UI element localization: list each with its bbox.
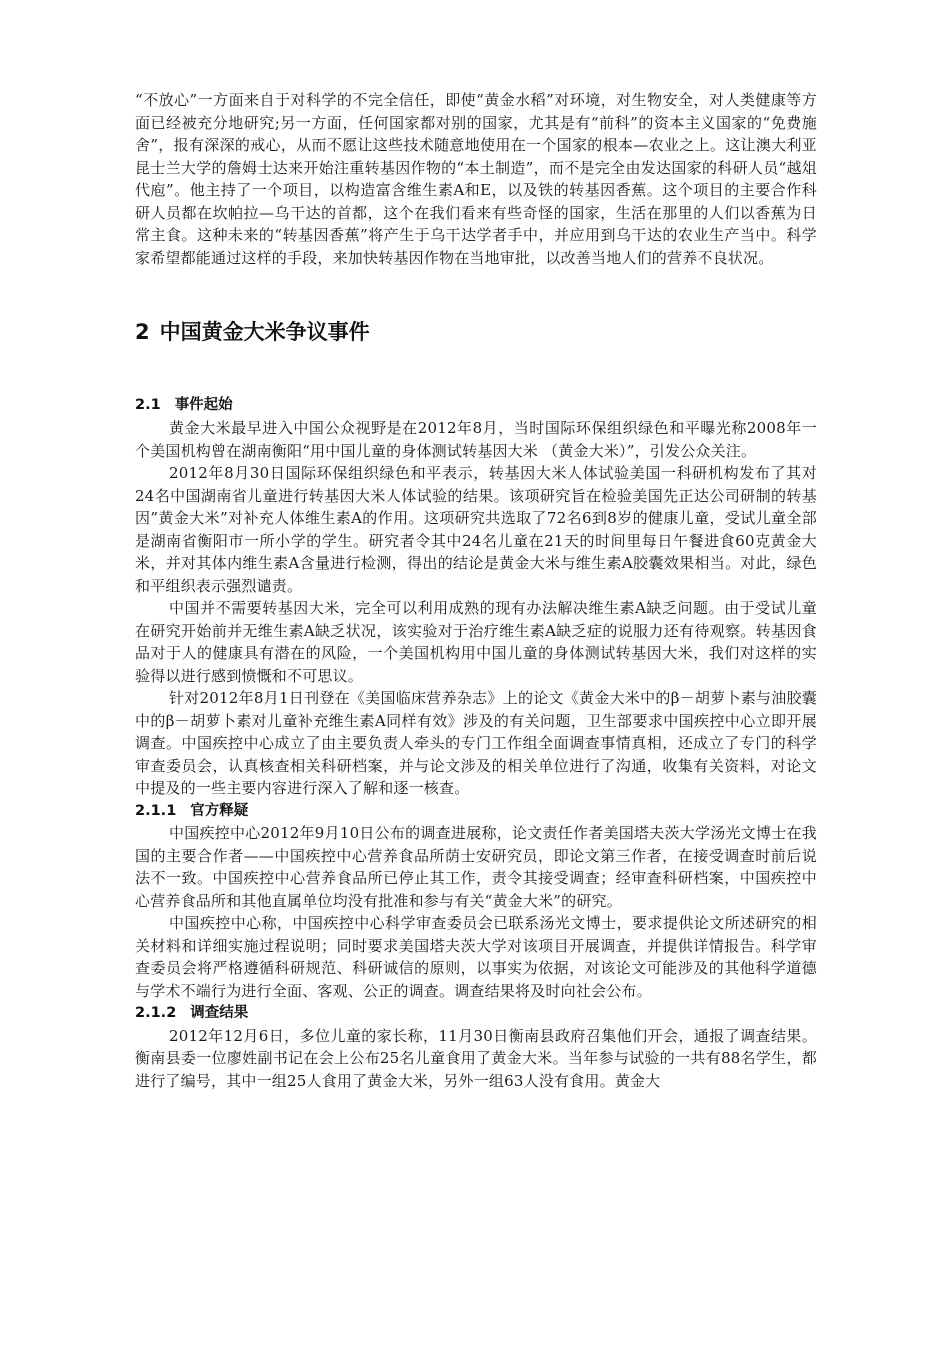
paragraph: 2012年12月6日，多位儿童的家长称，11月30日衡南县政府召集他们开会，通报了调查结果。衡南县委一位廖姓副书记在会上公布25名儿童食用了黄金大米。当年参与试验的一共有88名学生，都进行了编号，其中一组25人食用了黄金大米，另外一组63人没有食用。黄金大: [135, 1026, 817, 1090]
section-2-title: 中国黄金大米争议事件: [159, 320, 370, 344]
intro-paragraph: “不放心”一方面来自于对科学的不完全信任，即使“黄金水稻”对环境，对生物安全，对人类健康等方面已经被充分地研究;另一方面，任何国家都对别的国家，尤其是有“前科”的资本主义国家的“免费施舍”，报有深深的戒心，从而不愿让这些技术随意地使用在一个国家的根本—农业之上。这让澳大利亚昆士兰大学的詹姆士达来开始注重转基因作物的“本土制造”，而不是完全由发达国家的科研人员“越俎代庖”。他主持了一个项目，以构造富含维生素A和E，以及铁的转基因香蕉。这个项目的主要合作科研人员都在坎帕拉—乌干达的首都，这个在我们看来有些奇怪的国家，生活在那里的人们以香蕉为日常主食。这种未来的“转基因香蕉”将产生于乌干达学者手中，并应用到乌干达的农业生产当中。科学家希望都能通过这样的手段，来加快转基因作物在当地审批，以改善当地人们的营养不良状况。: [135, 91, 817, 267]
section-2-number: 2: [135, 320, 150, 344]
paragraph: 中国并不需要转基因大米，完全可以利用成熟的现有办法解决维生素A缺乏问题。由于受试儿童在研究开始前并无维生素A缺乏状况，该实验对于治疗维生素A缺乏症的说服力还有待观察。转基因食品对于人的健康具有潜在的风险，一个美国机构用中国儿童的身体测试转基因大米，我们对这样的实验得以进行感到愤慨和不可思议。: [135, 599, 817, 685]
section-2-1-2-heading: [135, 1002, 817, 1025]
section-2-1-2-title: 调查结果: [190, 1005, 249, 1021]
paragraph: 中国疾控中心称，中国疾控中心科学审查委员会已联系汤光文博士，要求提供论文所述研究的相关材料和详细实施过程说明；同时要求美国塔夫茨大学对该项目开展调查，并提供详情报告。科学审查委员会将严格遵循科研规范、科研诚信的原则，以事实为依据，对该论文可能涉及的其他科学道德与学术不端行为进行全面、客观、公正的调查。调查结果将及时向社会公布。: [135, 914, 817, 1000]
paragraph: 黄金大米最早进入中国公众视野是在2012年8月，当时国际环保组织绿色和平曝光称2008年一个美国机构曾在湖南衡阳“用中国儿童的身体测试转基因大米 （黄金大米）”，引发公众关注。: [135, 419, 817, 460]
paragraph: 中国疾控中心2012年9月10日公布的调查进展称，论文责任作者美国塔夫茨大学汤光文博士在我国的主要合作者——中国疾控中心营养食品所荫士安研究员，即论文第三作者，在接受调查时前后说法不一致。中国疾控中心营养食品所已停止其工作，责令其接受调查；经审查科研档案，中国疾控中心营养食品所和其他直属单位均没有批准和参与有关“黄金大米”的研究。: [135, 824, 817, 910]
section-2-1-1-title: 官方释疑: [190, 802, 249, 819]
section-2-1-1-heading: [135, 800, 817, 823]
section-2-heading: [135, 317, 817, 347]
paragraph: 2012年8月30日国际环保组织绿色和平表示，转基因大米人体试验美国一科研机构发布了其对24名中国湖南省儿童进行转基因大米人体试验的结果。该项研究旨在检验美国先正达公司研制的转基因”黄金大米”对补充人体维生素A的作用。这项研究共选取了72名6到8岁的健康儿童，受试儿童全部是湖南省衡阳市一所小学的学生。研究者令其中24名儿童在21天的时间里每日午餐进食60克黄金大米，并对其体内维生素A含量进行检测，得出的结论是黄金大米与维生素A胶囊效果相当。对此，绿色和平组织表示强烈谴责。: [135, 464, 817, 595]
section-2-1-heading: [135, 393, 817, 417]
document-page: [135, 89, 817, 1092]
section-2-1-2-number: 2.1.2: [135, 1005, 177, 1021]
paragraph: 针对2012年8月1日刊登在《美国临床营养杂志》上的论文《黄金大米中的β－胡萝卜素与油胶囊中的β－胡萝卜素对儿童补充维生素A同样有效》涉及的有关问题，卫生部要求中国疾控中心立即开展调查。中国疾控中心成立了由主要负责人牵头的专门工作组全面调查事情真相，还成立了专门的科学审查委员会，认真核查相关科研档案，并与论文涉及的相关单位进行了沟通，收集有关资料，对论文中提及的一些主要内容进行深入了解和逐一核查。: [135, 689, 817, 797]
section-2-1-number: 2.1: [135, 397, 161, 413]
section-2-1-title: 事件起始: [174, 397, 233, 413]
section-2-1-1-number: 2.1.1: [135, 802, 177, 819]
